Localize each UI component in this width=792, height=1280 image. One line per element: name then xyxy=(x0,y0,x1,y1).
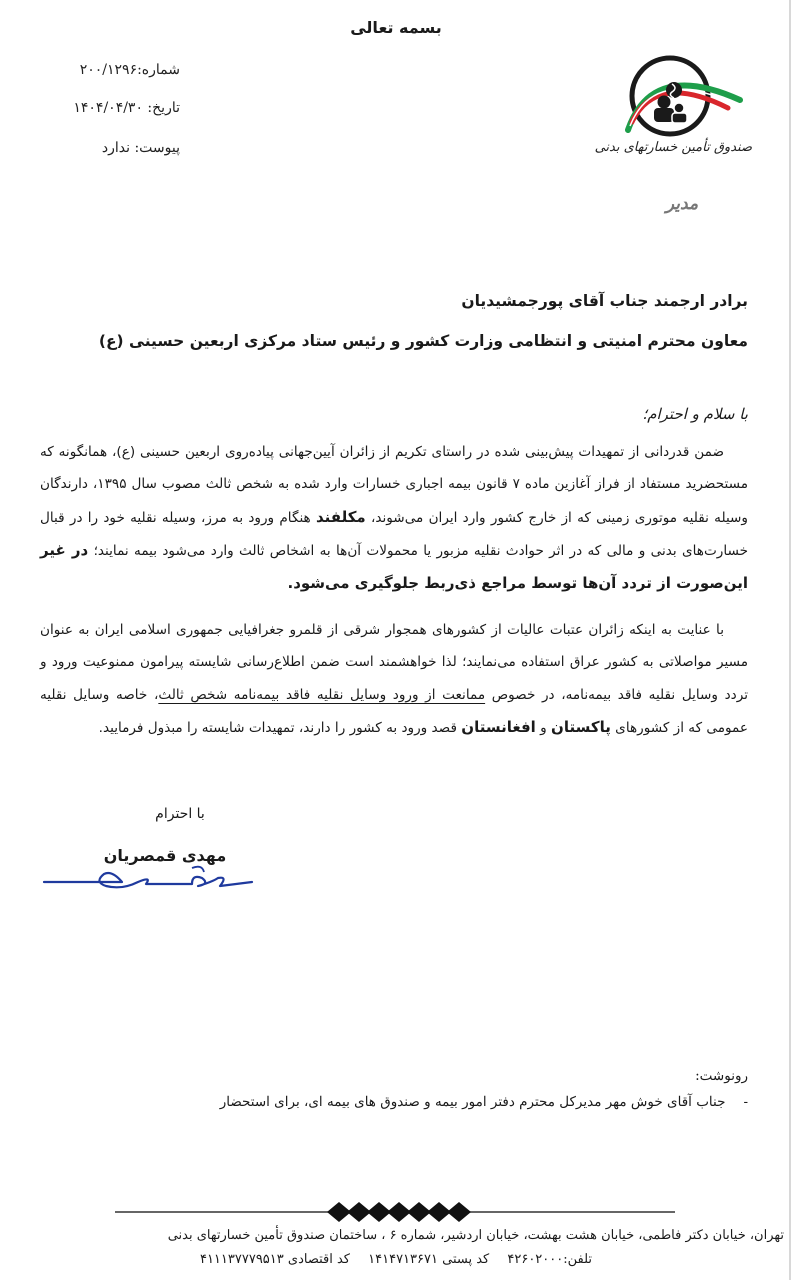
logo-emblem-icon xyxy=(612,52,752,142)
p2-text-a: با عنایت به اینکه زائران عتبات عالیات از کشورهای همجوار شرقی از قلمرو جغرافیایی جمهوری اسلامی ایران به عنوان مسیر مواصلاتی به کشور عراق استفاده می‌نمایند؛ لذا خواهشمند است ضمن اطلاع‌رسانی شایسته پیرامون ممنوعیت ورود و تردد وسایل نقلیه فاقد بیمه‌نامه، در خصوص xyxy=(40,622,748,703)
p2-text-d: قصد ورود به کشور را دارند، تمهیدات شایسته را مبذول فرمایید. xyxy=(98,719,462,736)
signer-name: مهدی قمصریان xyxy=(103,846,227,865)
addressee-line-1: برادر ارجمند جناب آقای پورجمشیدیان xyxy=(461,292,748,310)
letter-date-value: ۱۴۰۴/۰۴/۳۰ xyxy=(73,100,143,116)
footer-address: تهران، خیابان دکتر فاطمی، خیابان هشت بهشت، خیابان اردشیر، شماره ۶ ، ساختمان صندوق تأمین خسارتهای بدنی xyxy=(167,1228,784,1243)
letter-date-label: تاریخ: xyxy=(147,100,180,116)
body-paragraph-1 xyxy=(40,436,748,600)
p1-bold-obligated: مکلفند xyxy=(316,507,366,526)
cc-label: رونوشت: xyxy=(695,1068,748,1084)
letter-number-value: ۲۰۰/۱۲۹۶ xyxy=(79,62,138,78)
footer-divider xyxy=(115,1200,675,1224)
letter-attachment xyxy=(40,140,180,156)
footer-phone-label: تلفن: xyxy=(563,1252,593,1267)
p2-text-c: و xyxy=(535,719,552,736)
footer-economic-label: کد اقتصادی xyxy=(287,1252,350,1267)
greeting: با سلام و احترام؛ xyxy=(642,405,748,423)
p2-bold-afghanistan: افغانستان xyxy=(461,717,536,736)
footer-postal: ۱۴۱۴۷۱۳۶۷۱ xyxy=(368,1252,438,1267)
footer-phone: ۴۲۶۰۲۰۰۰ xyxy=(507,1252,564,1267)
cc-dash: - xyxy=(743,1094,748,1110)
p1-bold-consequence: در غیر این‌صورت از تردد آن‌ها توسط مراجع ذی‌ربط جلوگیری می‌شود. xyxy=(40,540,748,593)
handwritten-signature-icon xyxy=(42,860,262,900)
p2-underlined-request: ممانعت از ورود وسایل نقلیه فاقد بیمه‌نامه شخص ثالث xyxy=(158,686,486,703)
footer-economic: ۴۱۱۱۳۷۷۷۹۵۱۳ xyxy=(199,1252,284,1267)
cc-recipient: جناب آقای خوش مهر مدیرکل محترم دفتر امور بیمه و صندوق های بیمه ای، برای استحضار xyxy=(219,1094,726,1110)
page-edge-line xyxy=(789,0,791,1280)
letter-number xyxy=(40,62,180,78)
p1-text-b: هنگام ورود به مرز، وسیله نقلیه خود را در قبال خسارت‌های بدنی و مالی که در اثر حوادث نقلیه مزبور یا محمولات آن‌ها به اشخاص ثالث وارد می‌شود بیمه نمایند؛ xyxy=(40,509,748,559)
p1-text-a: ضمن قدردانی از تمهیدات پیش‌بینی شده در راستای تکریم از زائران آیین‌جهانی پیاده‌روی اربعین حسینی (ع)، همانگونه که مستحضرید مستفاد از فراز آغازین ماده ۷ قانون بیمه اجباری خسارات وارد شده به شخص ثالث مصوب سال ۱۳۹۵، دارندگان وسیله نقلیه موتوری زمینی که از خارج کشور وارد ایران می‌شوند، xyxy=(40,444,748,526)
addressee-line-2: معاون محترم امنیتی و انتظامی وزارت کشور و رئیس ستاد مرکزی اربعین حسینی (ع) xyxy=(98,332,748,350)
organization-logo xyxy=(594,52,752,232)
letter-date xyxy=(40,100,180,116)
body-paragraph-2 xyxy=(40,614,748,744)
diamond-ornament-icon xyxy=(327,1202,471,1222)
cc-item xyxy=(220,1094,748,1110)
p2-bold-pakistan: پاکستان xyxy=(551,717,611,736)
invocation-heading: بسمه تعالی xyxy=(350,18,442,37)
letter-number-label: شماره: xyxy=(137,62,180,78)
letter-attachment-label: پیوست: xyxy=(134,140,180,156)
letter-attachment-value: ندارد xyxy=(101,140,130,156)
footer-postal-label: کد پستی xyxy=(442,1252,490,1267)
footer-contact xyxy=(0,1252,792,1267)
logo-role-label: مدیر xyxy=(665,194,699,214)
p2-text-b: ، خاصه وسایل نقلیه عمومی که از کشورهای xyxy=(40,686,748,736)
logo-organization-name: صندوق تأمین خسارتهای بدنی xyxy=(594,140,752,155)
closing-regards: با احترام xyxy=(155,806,205,822)
